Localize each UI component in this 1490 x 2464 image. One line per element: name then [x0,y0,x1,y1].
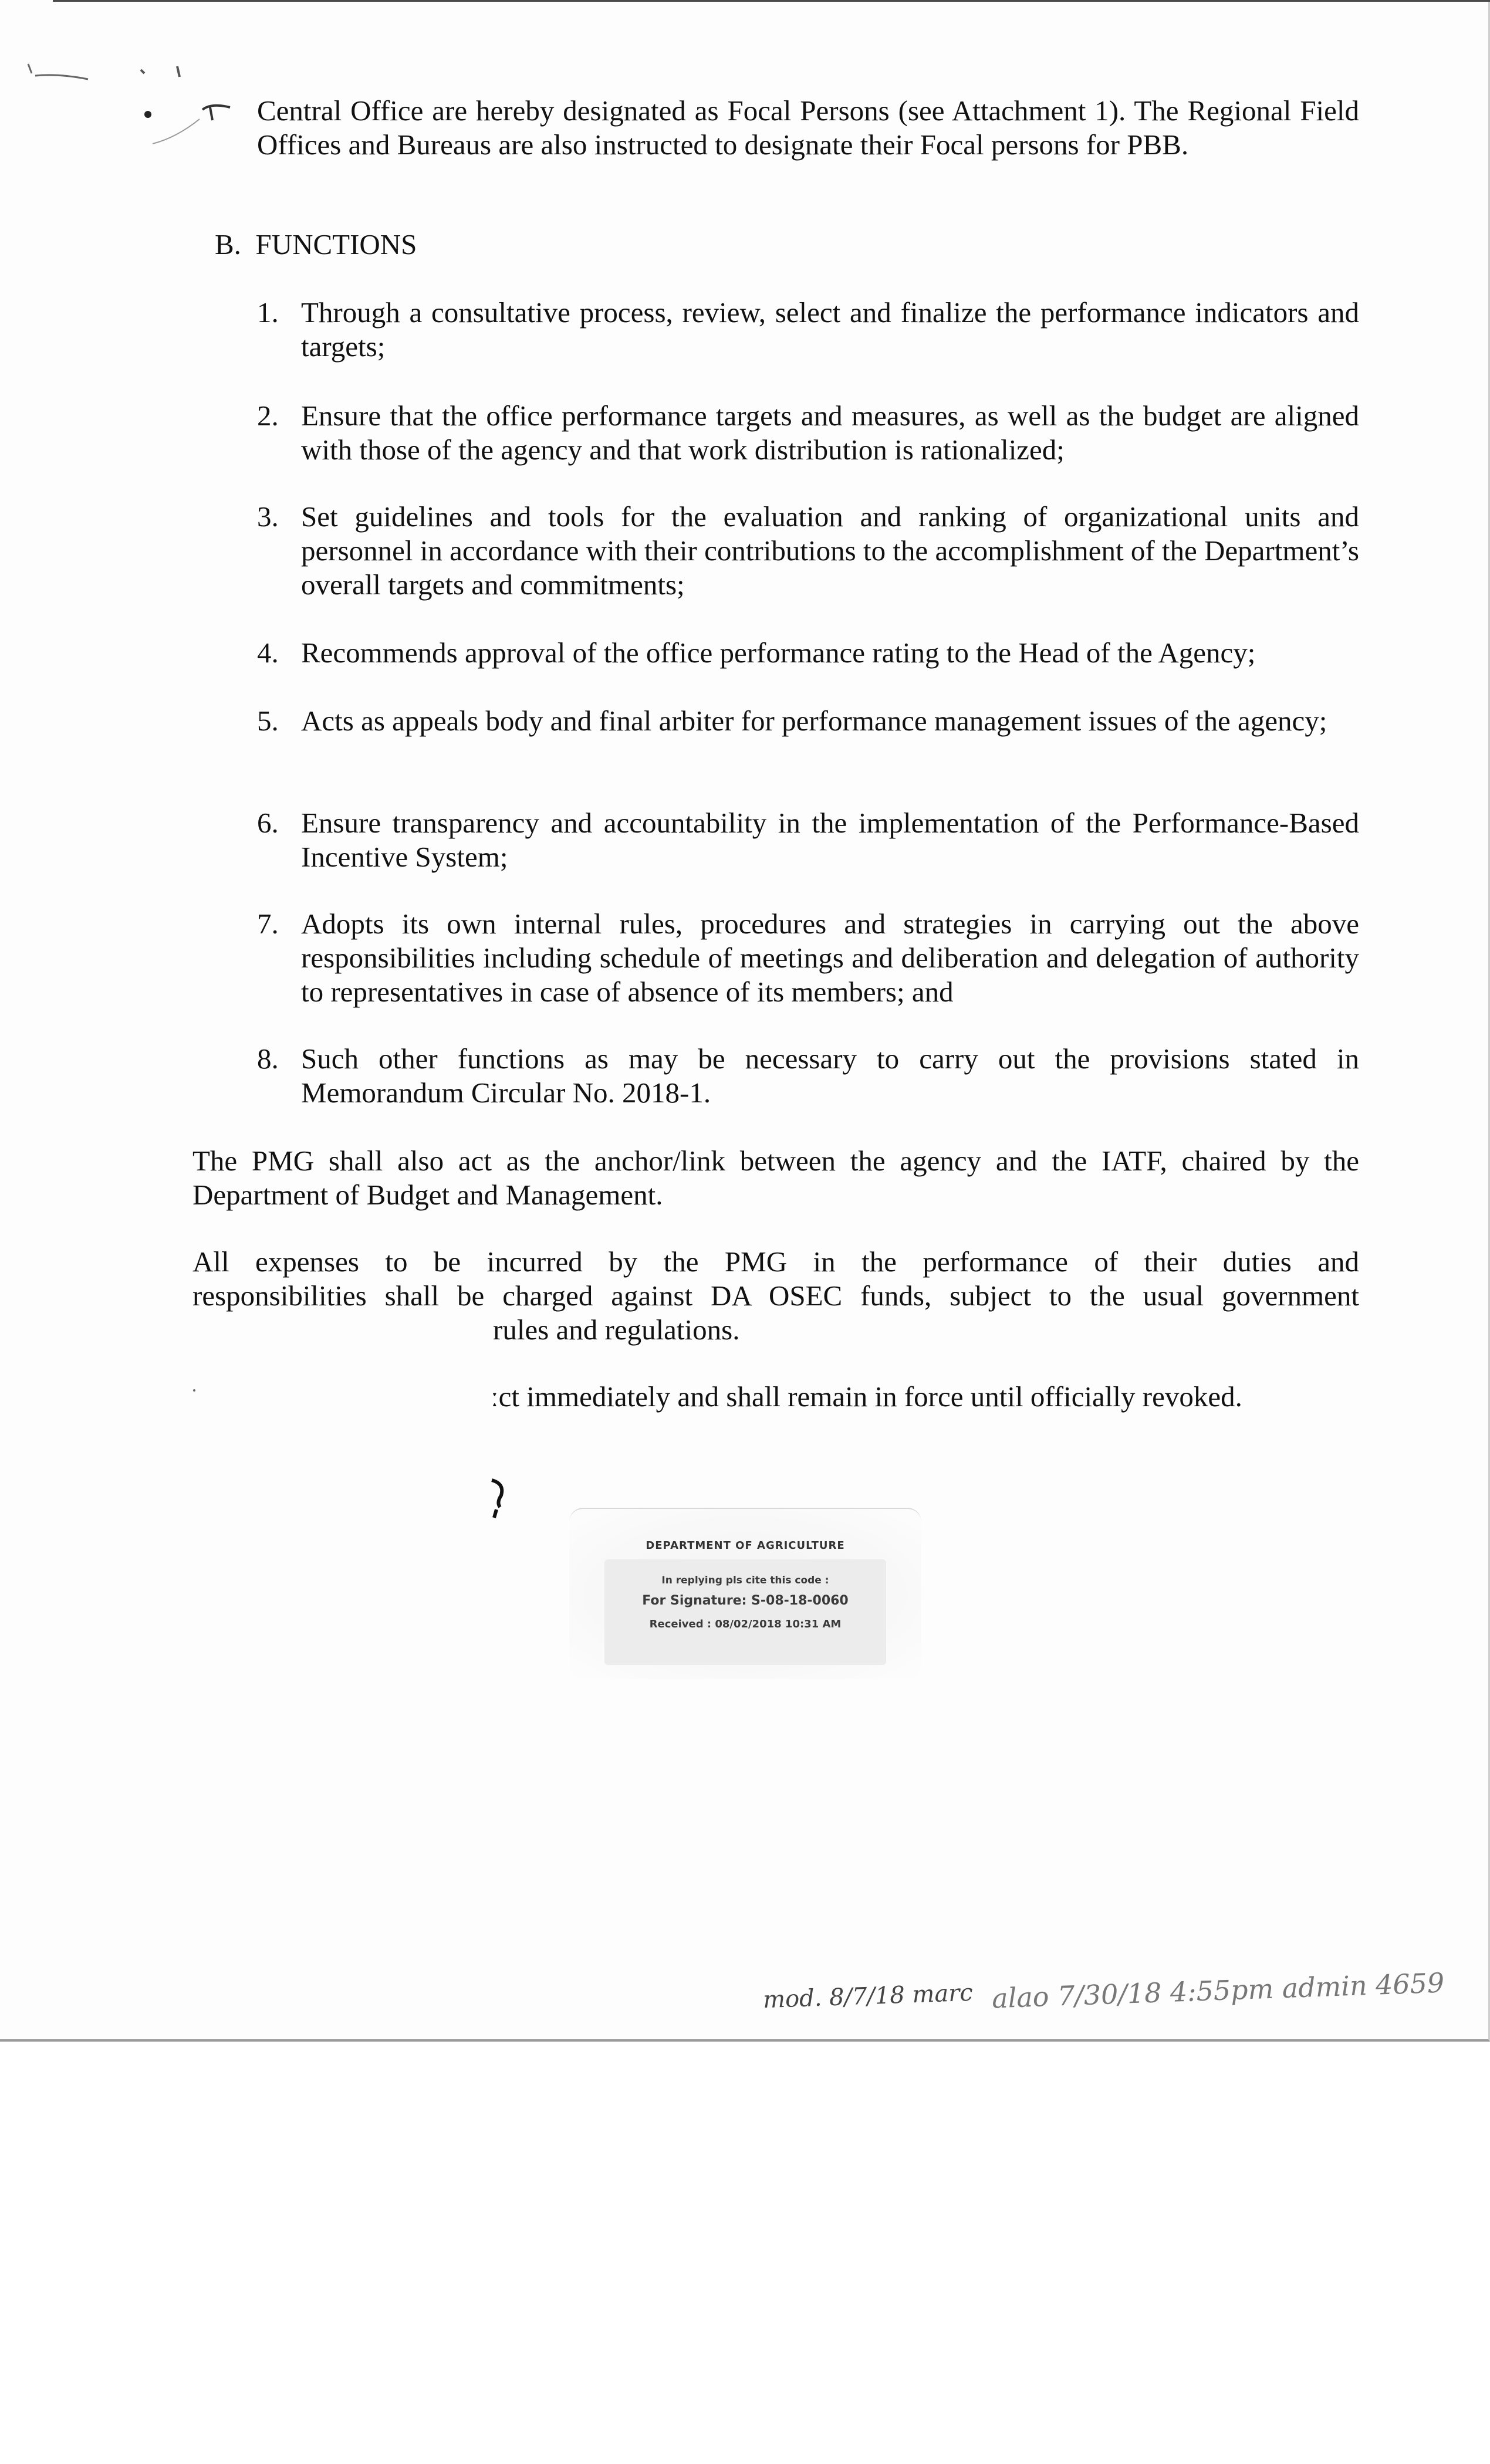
stamp-received-datetime: Received : 08/02/2018 10:31 AM [649,1618,842,1630]
list-item-text: Ensure transparency and accountability in the implementation of the Performance-Based Incentive System; [301,807,1359,873]
list-item-text: Set guidelines and tools for the evaluation and ranking of organizational units and personnel in accordance with their contributions to the accomplishment of the Department’s overall targets and commitments; [301,500,1359,601]
intro-paragraph: Central Office are hereby designated as Focal Persons (see Attachment 1). The Regional Field Offices and Bureaus are also instructed to designate their Focal persons for PBB. [257,94,1359,161]
list-item-number: 5. [257,705,279,737]
received-stamp [569,1508,921,1679]
scan-smudge-4 [202,106,230,120]
anchor-paragraph: The PMG shall also act as the anchor/link between the agency and the IATF, chaired by the Department of Budget and Management. [192,1145,1359,1211]
effectivity-clause-fragment: ːct immediately and shall remain in force until officially revoked. [491,1380,1242,1413]
scan-smudge-2 [141,66,180,77]
handwritten-note-admin: alao 7/30/18 4:55pm admin 4659 [991,1967,1445,2015]
handwritten-note-mod: mod. 8/7/18 marc [762,1979,974,2014]
signature-fragment [488,1475,512,1522]
list-item-text: Ensure that the office performance targets and measures, as well as the budget are aligned with those of the agency and that work distribution is rationalized; [301,400,1359,466]
list-item-text: Acts as appeals body and final arbiter for performance management issues of the agency; [301,705,1327,737]
stamp-code-box [604,1559,886,1665]
list-item-number: 6. [257,807,279,839]
list-item-number: 7. [257,908,279,940]
stamp-department-title: DEPARTMENT OF AGRICULTURE [646,1539,845,1552]
stamp-reply-instruction: In replying pls cite this code : [661,1575,829,1586]
list-item-text: Such other functions as may be necessary to carry out the provisions stated in Memorandum Circular No. 2018-1. [301,1043,1359,1109]
section-heading-functions: B. FUNCTIONS [215,228,417,260]
list-item-number: 4. [257,637,279,669]
expenses-line: rules and regulations. [493,1314,740,1346]
scan-edge-line [53,0,1490,2]
list-item-number: 1. [257,296,279,329]
scan-smudge-marks [23,56,258,161]
scan-smudge-1 [28,64,88,79]
list-item-number: 3. [257,500,279,533]
scan-smudge-5 [153,119,200,144]
expenses-line: All expenses to be incurred by the PMG in the performance of their duties and [192,1245,1359,1278]
list-item-number: 8. [257,1043,279,1075]
stamp-signature-code: For Signature: S-08-18-0060 [642,1593,849,1608]
margin-dot [191,1387,197,1393]
scan-smudge-3 [144,111,151,118]
list-item-number: 2. [257,400,279,432]
list-item-text: Through a consultative process, review, select and finalize the performance indicators and targets; [301,296,1359,363]
expenses-line: responsibilities shall be charged against DA OSEC funds, subject to the usual government [192,1280,1359,1312]
list-item-text: Adopts its own internal rules, procedures and strategies in carrying out the above responsibilities including schedule of meetings and deliberation and delegation of authority to representatives in case of absence of its members; and [301,908,1359,1008]
list-item-text: Recommends approval of the office performance rating to the Head of the Agency; [301,637,1256,669]
